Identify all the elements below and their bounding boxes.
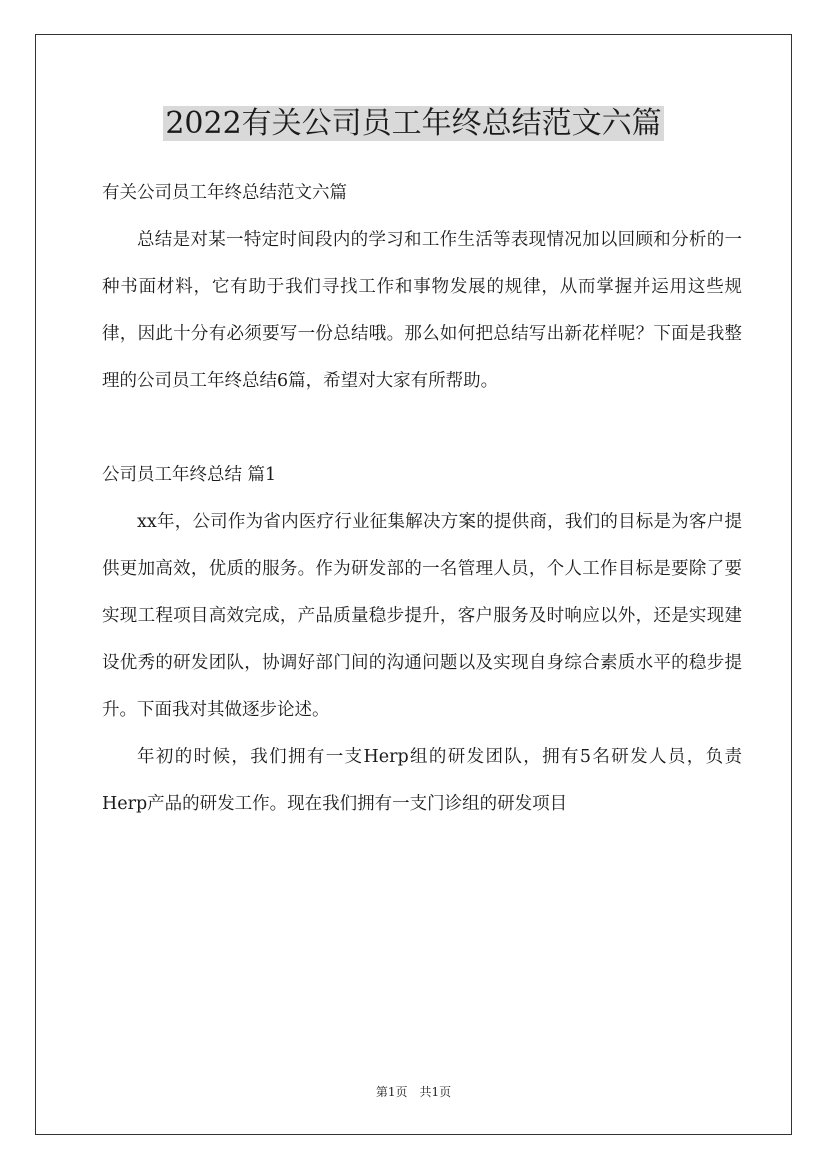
document-subtitle: 有关公司员工年终总结范文六篇 [102,183,347,203]
document-body [102,170,742,828]
section-paragraph-2: 年初的时候，我们拥有一支Herp组的研发团队，拥有5名研发人员，负责Herp产品的研发工作。现在我们拥有一支门诊组的研发项目 [102,747,742,814]
section-heading: 公司员工年终总结 篇1 [102,465,277,485]
page-footer: 第1页 共1页 [375,1085,452,1099]
document-title [0,99,827,149]
document-title-text: 2022有关公司员工年终总结范文六篇 [165,106,662,141]
intro-paragraph: 总结是对某一特定时间段内的学习和工作生活等表现情况加以回顾和分析的一种书面材料，它有助于我们寻找工作和事物发展的规律，从而掌握并运用这些规律，因此十分有必须要写一份总结哦。那么如何把总结写出新花样呢？下面是我整理的公司员工年终总结6篇，希望对大家有所帮助。 [102,230,742,391]
paragraph-spacer [102,405,742,452]
section-paragraph-1: xx年，公司作为省内医疗行业征集解决方案的提供商，我们的目标是为客户提供更加高效，优质的服务。作为研发部的一名管理人员，个人工作目标是要除了要实现工程项目高效完成，产品质量稳步提升，客户服务及时响应以外，还是实现建设优秀的研发团队，协调好部门间的沟通问题以及实现自身综合素质水平的稳步提升。下面我对其做逐步论述。 [102,512,742,720]
